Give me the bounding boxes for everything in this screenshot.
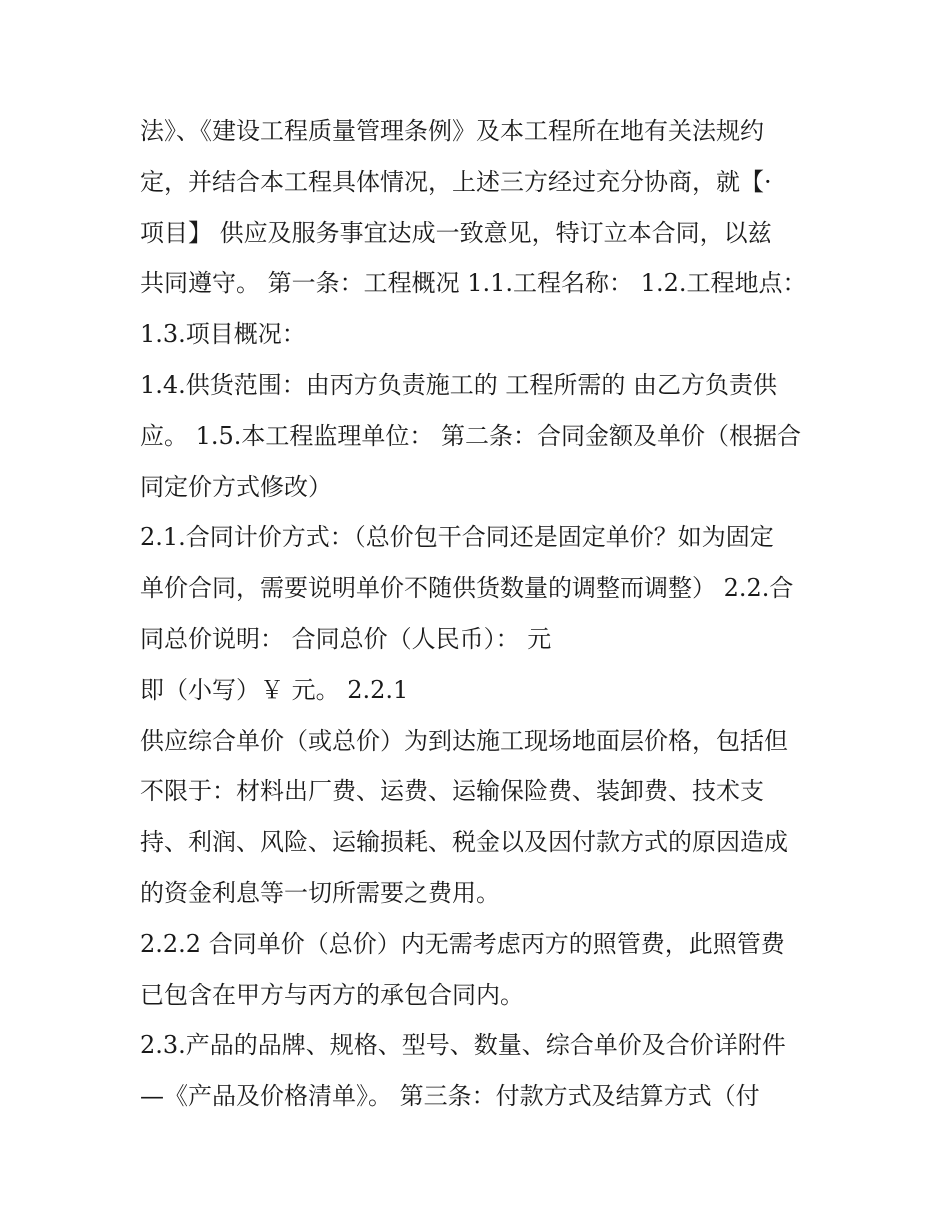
contract-body-text bbox=[140, 106, 820, 1122]
text-line-5: 1.3.项目概况： bbox=[140, 320, 306, 349]
text-line-18: 已包含在甲方与丙方的承包合同内。 bbox=[140, 980, 524, 1009]
text-line-16: 的资金利息等一切所需要之费用。 bbox=[140, 878, 500, 907]
text-line-2: 定，并结合本工程具体情况，上述三方经过充分协商，就【· bbox=[140, 167, 772, 196]
text-line-10: 单价合同，需要说明单价不随供货数量的调整而调整） 2.2.合 bbox=[140, 574, 794, 603]
text-line-13: 供应综合单价（或总价）为到达施工现场地面层价格，包括但 bbox=[140, 726, 788, 755]
text-line-9: 2.1.合同计价方式：（总价包干合同还是固定单价？如为固定 bbox=[140, 523, 774, 552]
text-line-15: 持、利润、风险、运输损耗、税金以及因付款方式的原因造成 bbox=[140, 828, 788, 857]
text-line-6: 1.4.供货范围：由丙方负责施工的 工程所需的 由乙方负责供 bbox=[140, 370, 778, 399]
text-line-17: 2.2.2 合同单价（总价）内无需考虑丙方的照管费，此照管费 bbox=[140, 929, 785, 958]
text-line-4: 共同遵守。 第一条：工程概况 1.1.工程名称： 1.2.工程地点： bbox=[140, 269, 807, 298]
text-line-14: 不限于：材料出厂费、运费、运输保险费、装卸费、技术支 bbox=[140, 777, 764, 806]
text-line-7: 应。 1.5.本工程监理单位： 第二条：合同金额及单价（根据合 bbox=[140, 421, 802, 450]
text-line-3: 项目】 供应及服务事宜达成一致意见，特订立本合同，以兹 bbox=[140, 218, 772, 247]
text-line-12: 即（小写）￥ 元。 2.2.1 bbox=[140, 675, 409, 704]
text-line-20: —《产品及价格清单》。 第三条：付款方式及结算方式（付 bbox=[140, 1082, 760, 1111]
text-line-19: 2.3.产品的品牌、规格、型号、数量、综合单价及合价详附件 bbox=[140, 1031, 786, 1060]
text-line-11: 同总价说明： 合同总价（人民币）： 元 bbox=[140, 624, 552, 653]
text-line-8: 同定价方式修改） bbox=[140, 472, 332, 501]
text-line-1: 法》、《建设工程质量管理条例》及本工程所在地有关法规约 bbox=[140, 117, 764, 145]
